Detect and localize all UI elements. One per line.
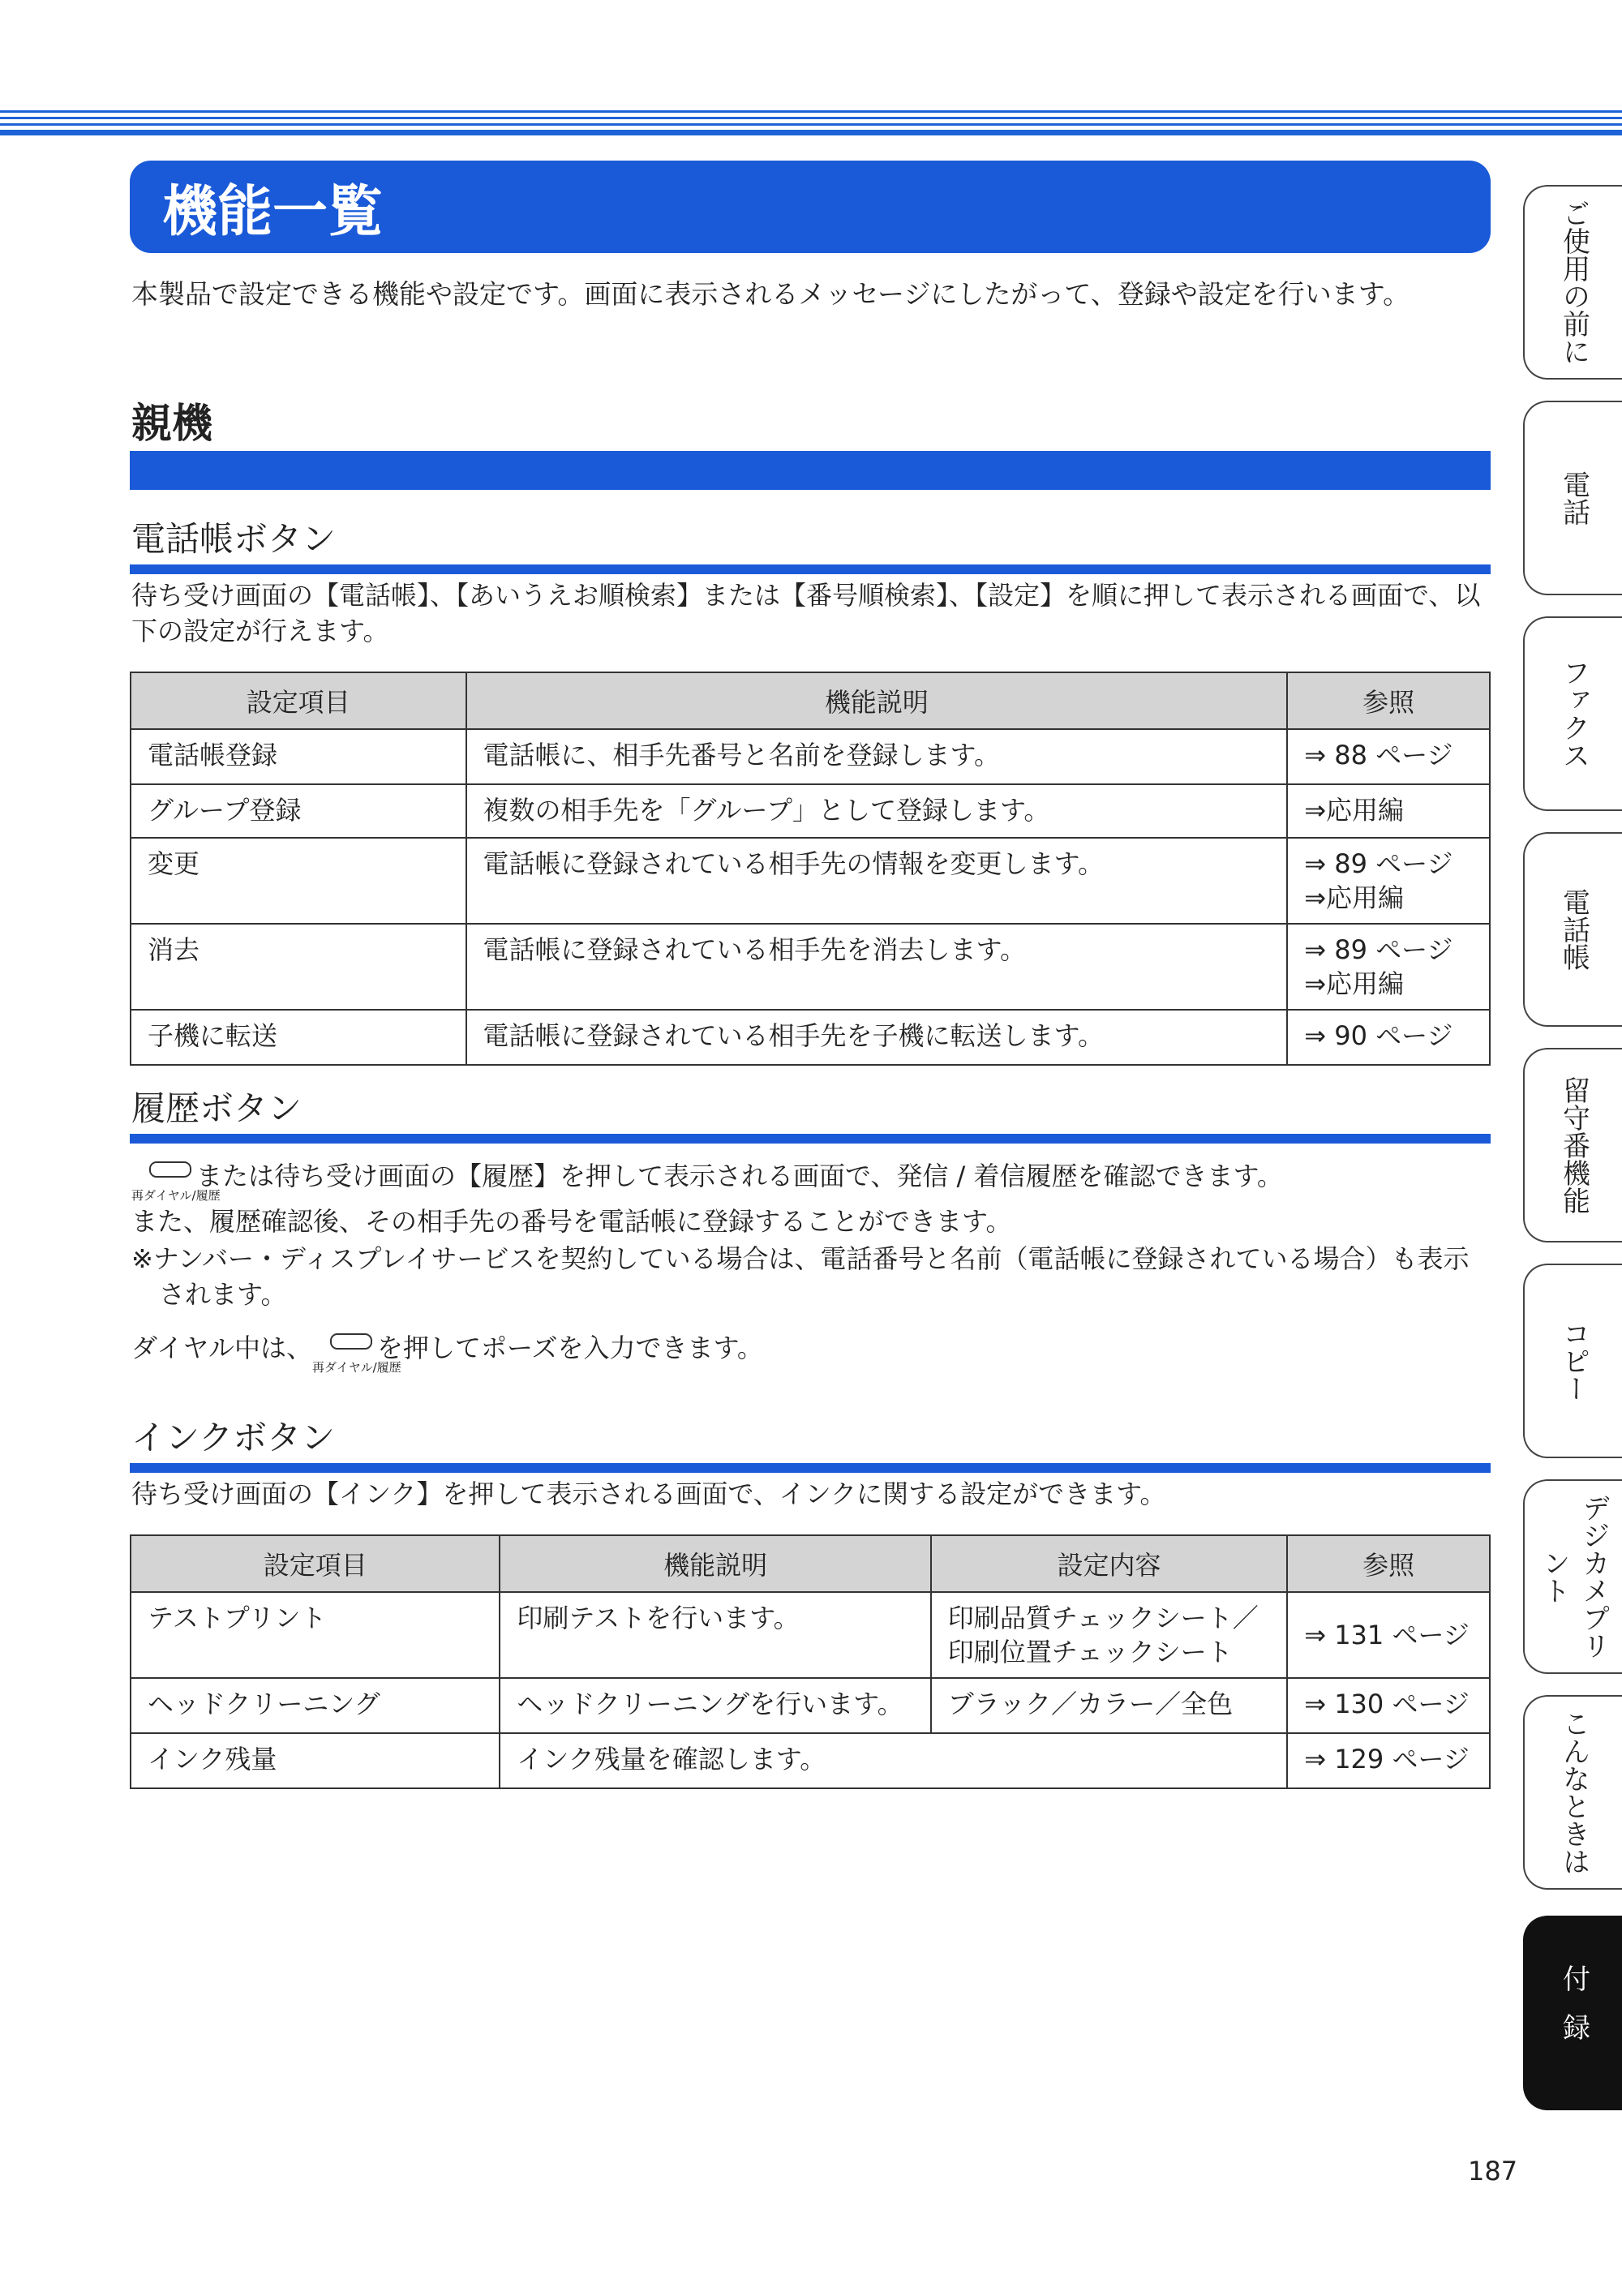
phonebook-description: 待ち受け画面の【電話帳】、【あいうえお順検索】または【番号順検索】、【設定】を順に押して表示される画面で、以下の設定が行えます。 — [131, 580, 1481, 646]
tab-fax[interactable] — [1523, 616, 1622, 811]
ink-description: 待ち受け画面の【インク】を押して表示される画面で、インクに関する設定ができます。 — [131, 1478, 1166, 1509]
table-cell: ヘッドクリーニングを行います。 — [500, 1678, 930, 1733]
history-line-1 — [131, 1158, 1491, 1203]
tab-copy[interactable] — [1523, 1264, 1622, 1458]
history-heading: 履歴ボタン — [131, 1088, 303, 1128]
table-cell: ヘッドクリーニング — [131, 1678, 500, 1733]
table-header-row — [131, 672, 1490, 729]
table-row — [131, 924, 1490, 1010]
reference-cell: ⇒ 89 ページ ⇒応用編 — [1287, 924, 1490, 1010]
tab-label: 電話 — [1557, 470, 1590, 526]
table-cell: 電話帳に登録されている相手先を子機に転送します。 — [466, 1010, 1288, 1065]
tab-phonebook[interactable] — [1523, 832, 1622, 1027]
column-header: 設定項目 — [131, 672, 466, 729]
table-cell: グループ登録 — [131, 784, 466, 838]
reference-cell: ⇒ 129 ページ — [1287, 1733, 1490, 1788]
ink-heading-line — [130, 1463, 1491, 1473]
parent-heading: 親機 — [131, 400, 212, 447]
key-label: 再ダイヤル/履歴 — [312, 1360, 401, 1375]
table-cell: 変更 — [131, 838, 466, 924]
column-header: 設定項目 — [131, 1535, 500, 1592]
redial-history-key-icon — [312, 1333, 401, 1375]
table-cell: テストプリント — [131, 1592, 500, 1678]
tab-label: 留守番機能 — [1557, 1076, 1590, 1214]
page-number: 187 — [1468, 2156, 1518, 2187]
tab-troubleshooting[interactable] — [1523, 1695, 1622, 1890]
history-line-2: また、履歴確認後、その相手先の番号を電話帳に登録することができます。 — [131, 1206, 1012, 1237]
table-row — [131, 838, 1490, 924]
table-cell: インク残量 — [131, 1733, 500, 1788]
column-header: 参照 — [1287, 1535, 1490, 1592]
reference-cell: ⇒ 130 ページ — [1287, 1678, 1490, 1733]
table-cell: 電話帳に登録されている相手先を消去します。 — [466, 924, 1288, 1010]
table-cell: 印刷テストを行います。 — [500, 1592, 930, 1678]
redial-history-key-icon — [131, 1161, 221, 1203]
table-row — [131, 1592, 1490, 1678]
table-cell: 電話帳に、相手先番号と名前を登録します。 — [466, 729, 1288, 784]
table-cell: 消去 — [131, 924, 466, 1010]
column-header: 参照 — [1287, 672, 1490, 729]
ink-heading: インクボタン — [131, 1418, 336, 1457]
tab-label: デジカメプリント — [1538, 1494, 1610, 1659]
key-label: 再ダイヤル/履歴 — [131, 1188, 221, 1203]
table-cell: 複数の相手先を「グループ」として登録します。 — [466, 784, 1288, 838]
table-cell: 電話帳登録 — [131, 729, 466, 784]
column-header: 設定内容 — [931, 1535, 1287, 1592]
table-header-row — [131, 1535, 1490, 1592]
reference-cell: ⇒ 89 ページ ⇒応用編 — [1287, 838, 1490, 924]
reference-cell: ⇒ 90 ページ — [1287, 1010, 1490, 1065]
table-cell: 子機に転送 — [131, 1010, 466, 1065]
history-text: または待ち受け画面の【履歴】を押して表示される画面で、発信 / 着信履歴を確認できます。 — [196, 1161, 1283, 1191]
tab-label: こんなときは — [1557, 1710, 1590, 1875]
table-row — [131, 1733, 1490, 1788]
phonebook-heading: 電話帳ボタン — [131, 519, 337, 559]
pause-instruction — [131, 1330, 1491, 1375]
tab-digital-camera-print[interactable] — [1523, 1479, 1622, 1674]
pause-text-pre: ダイヤル中は、 — [131, 1333, 313, 1363]
tab-label: コピー — [1557, 1320, 1590, 1402]
column-header: 機能説明 — [466, 672, 1288, 729]
tab-label: 付録 — [1557, 1964, 1590, 2062]
tab-answering-machine[interactable] — [1523, 1048, 1622, 1242]
phonebook-table — [130, 672, 1491, 1066]
reference-cell: ⇒ 88 ページ — [1287, 729, 1490, 784]
table-row — [131, 1010, 1490, 1065]
phonebook-heading-line — [130, 564, 1491, 574]
table-cell: 電話帳に登録されている相手先の情報を変更します。 — [466, 838, 1288, 924]
tab-phone[interactable] — [1523, 401, 1622, 595]
tab-label: 電話帳 — [1557, 888, 1590, 971]
reference-cell: ⇒ 131 ページ — [1287, 1592, 1490, 1678]
table-cell: ブラック／カラー／全色 — [931, 1678, 1287, 1733]
intro-text: 本製品で設定できる機能や設定です。画面に表示されるメッセージにしたがって、登録や設定を行います。 — [131, 278, 1410, 310]
tab-appendix[interactable] — [1523, 1916, 1622, 2110]
table-cell: インク残量を確認します。 — [500, 1733, 1287, 1788]
reference-cell: ⇒応用編 — [1287, 784, 1490, 838]
pause-text-post: を押してポーズを入力できます。 — [377, 1333, 763, 1363]
table-cell: 印刷品質チェックシート／ 印刷位置チェックシート — [931, 1592, 1287, 1678]
column-header: 機能説明 — [500, 1535, 930, 1592]
history-note: ※ナンバー・ディスプレイサービスを契約している場合は、電話番号と名前（電話帳に登録されている場合）も表示されます。 — [131, 1243, 1470, 1310]
ink-table — [130, 1534, 1491, 1789]
table-row — [131, 784, 1490, 838]
tab-before-use[interactable] — [1523, 185, 1622, 380]
header-rule — [0, 110, 1622, 139]
tab-label: ご使用の前に — [1557, 200, 1590, 365]
page-title: 機能一覧 — [130, 161, 1491, 253]
table-row — [131, 1678, 1490, 1733]
table-row — [131, 729, 1490, 784]
history-heading-line — [130, 1134, 1491, 1144]
parent-heading-bar — [130, 451, 1491, 490]
tab-label: ファクス — [1557, 659, 1590, 769]
